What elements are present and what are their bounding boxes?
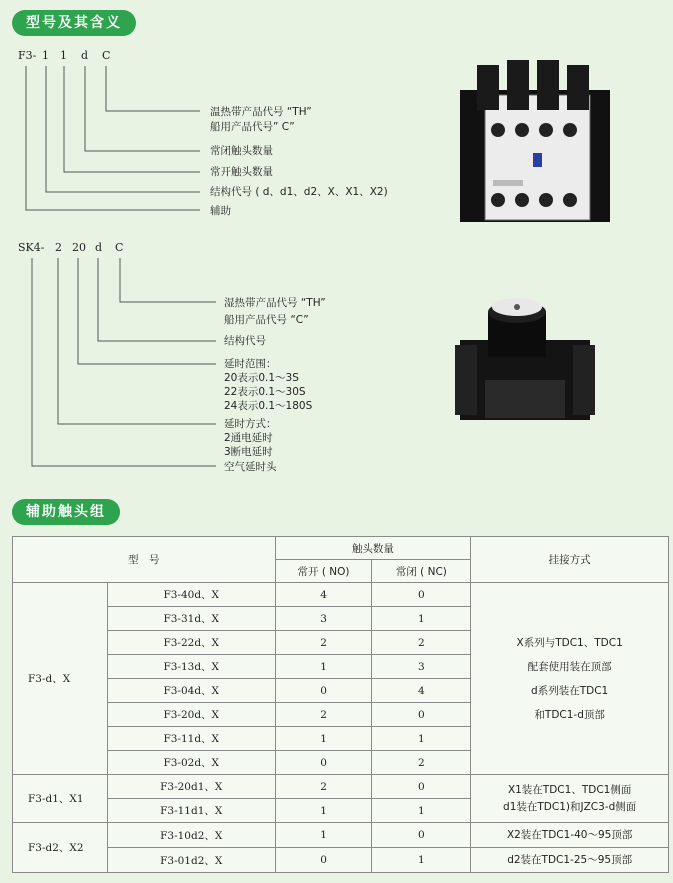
nc-cell: 4 (372, 679, 471, 703)
table-row (13, 775, 669, 799)
mount-line: X系列与TDC1、TDC1 (516, 636, 623, 649)
model-cell: F3-04d、X (107, 679, 275, 703)
f3-code-nc: 1 (60, 49, 67, 62)
nc-cell: 0 (372, 703, 471, 727)
no-cell: 3 (275, 607, 372, 631)
mount-cell: d2装在TDC1-25～95顶部 (471, 848, 669, 873)
f3-code-prefix: F3- (18, 49, 37, 62)
no-cell: 1 (275, 799, 372, 823)
mount-line: 和TDC1-d顶部 (534, 708, 605, 721)
f3-desc-structure: 结构代号 ( d、d1、d2、X、X1、X2) (210, 186, 388, 198)
header-contacts: 触头数量 (275, 537, 471, 560)
model-cell: F3-11d1、X (107, 799, 275, 823)
table-row (13, 823, 669, 848)
sk4-desc-range-22: 22表示0.1～30S (224, 386, 306, 398)
sk4-desc-range-title: 延时范围： (224, 358, 277, 370)
nc-cell: 0 (372, 775, 471, 799)
model-cell: F3-20d1、X (107, 775, 275, 799)
model-cell: F3-22d、X (107, 631, 275, 655)
table-row (13, 583, 669, 607)
f3-desc-marine: 船用产品代号” C” (210, 121, 295, 133)
sk4-code-prefix: SK4- (18, 241, 45, 254)
sk4-code-struct: d (95, 241, 103, 254)
f3-desc-no-count: 常开触头数量 (210, 166, 273, 178)
model-cell: F3-11d、X (107, 727, 275, 751)
no-cell: 0 (275, 751, 372, 775)
mount-cell (471, 583, 669, 775)
model-cell: F3-10d2、X (107, 823, 275, 848)
no-cell: 0 (275, 848, 372, 873)
f3-code-no: 1 (42, 49, 49, 62)
sk4-desc-mode-off: 3断电延时 (224, 446, 273, 458)
mount-cell (471, 775, 669, 823)
model-cell: F3-31d、X (107, 607, 275, 631)
section-title-model-meaning: 型号及其含义 (12, 10, 136, 36)
group-name: F3-d1、X1 (13, 775, 108, 823)
header-mount: 挂接方式 (471, 537, 669, 583)
f3-code-struct: d (81, 49, 89, 62)
mount-line: d系列装在TDC1 (531, 684, 609, 697)
nc-cell: 3 (372, 655, 471, 679)
sk4-desc-air-timer: 空气延时头 (224, 461, 277, 473)
sk4-code-mode: 2 (55, 241, 62, 254)
no-cell: 1 (275, 823, 372, 848)
sk4-desc-range-24: 24表示0.1～180S (224, 400, 313, 412)
model-cell: F3-20d、X (107, 703, 275, 727)
sk4-code-marine: C (115, 241, 124, 254)
mount-line: d1装在TDC1)和JZC3-d侧面 (503, 800, 637, 813)
no-cell: 2 (275, 703, 372, 727)
nc-cell: 0 (372, 823, 471, 848)
no-cell: 0 (275, 679, 372, 703)
mount-cell: X2装在TDC1-40～95顶部 (471, 823, 669, 848)
f3-code-marine: C (102, 49, 111, 62)
nc-cell: 1 (372, 607, 471, 631)
section-title-aux-contacts: 辅助触头组 (12, 499, 120, 525)
f3-desc-tropical: 温热带产品代号 “TH” (210, 106, 312, 118)
sk4-desc-tropical: 湿热带产品代号 “TH” (224, 297, 326, 309)
nc-cell: 2 (372, 631, 471, 655)
sk4-desc-structure: 结构代号 (224, 335, 266, 347)
f3-desc-auxiliary: 辅助 (210, 205, 231, 217)
group-name: F3-d2、X2 (13, 823, 108, 873)
no-cell: 2 (275, 631, 372, 655)
no-cell: 4 (275, 583, 372, 607)
header-model: 型 号 (13, 537, 276, 583)
table-row (13, 848, 669, 873)
model-cell: F3-40d、X (107, 583, 275, 607)
model-cell: F3-13d、X (107, 655, 275, 679)
nc-cell: 1 (372, 727, 471, 751)
no-cell: 1 (275, 655, 372, 679)
sk4-desc-mode-on: 2通电延时 (224, 432, 273, 444)
header-nc: 常闭 ( NC) (372, 560, 471, 583)
sk4-desc-range-20: 20表示0.1～3S (224, 372, 299, 384)
model-cell: F3-01d2、X (107, 848, 275, 873)
sk4-desc-marine: 船用产品代号 “C” (224, 314, 309, 326)
sk4-timer-head-image (455, 290, 595, 430)
f3-desc-nc-count: 常闭触头数量 (210, 145, 273, 157)
nc-cell: 0 (372, 583, 471, 607)
sk4-code-range: 20 (72, 241, 86, 254)
model-cell: F3-02d、X (107, 751, 275, 775)
group-name: F3-d、X (13, 583, 108, 775)
nc-cell: 1 (372, 848, 471, 873)
sk4-desc-mode-title: 延时方式： (224, 418, 277, 430)
no-cell: 1 (275, 727, 372, 751)
nc-cell: 1 (372, 799, 471, 823)
no-cell: 2 (275, 775, 372, 799)
nc-cell: 2 (372, 751, 471, 775)
f3-contact-block-image (455, 60, 620, 225)
header-no: 常开 ( NO) (275, 560, 372, 583)
mount-line: 配套使用装在顶部 (527, 660, 612, 673)
mount-line: X1装在TDC1、TDC1侧面 (507, 783, 632, 796)
aux-contact-table (12, 536, 669, 873)
